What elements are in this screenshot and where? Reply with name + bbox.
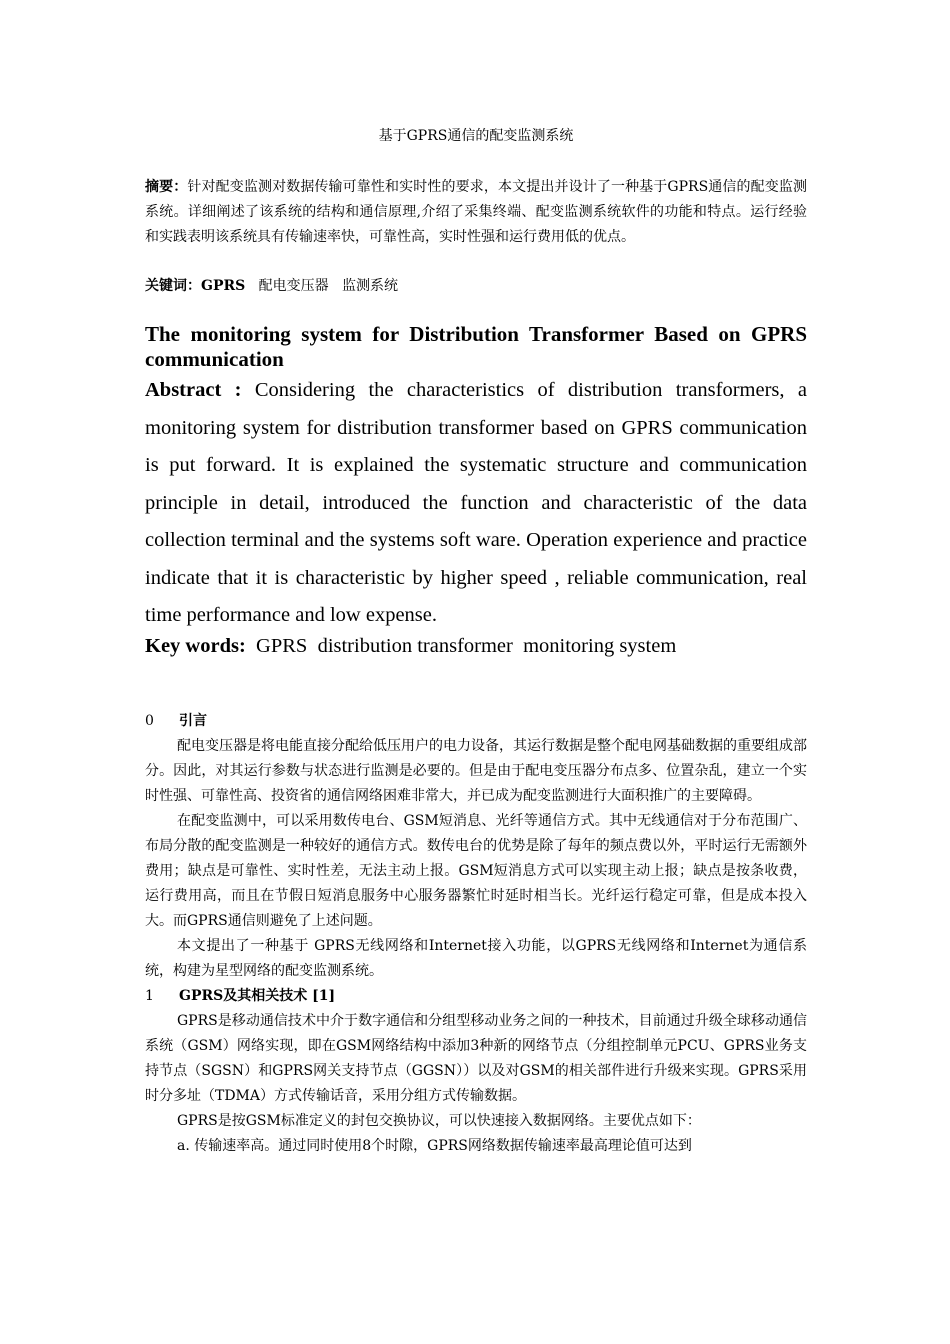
chinese-abstract-label: 摘要：	[145, 179, 188, 195]
paragraph: GPRS是移动通信技术中介于数字通信和分组型移动业务之间的一种技术，目前通过升级全球移动通信系统（GSM）网络实现，即在GSM网络结构中添加3种新的网络节点（分组控制单元PCU、GPRS业务支持节点（SGSN）和GPRS网关支持节点（GGSN））以及对GSM的相关部件进行升级来实现。GPRS采用时分多址（TDMA）方式传输话音，采用分组方式传输数据。	[145, 1013, 807, 1104]
chinese-keywords-label: 关键词：	[145, 278, 201, 294]
chinese-abstract	[145, 175, 807, 250]
paragraph: GPRS是按GSM标准定义的封包交换协议，可以快速接入数据网络。主要优点如下：	[177, 1113, 701, 1129]
chinese-title: 基于GPRS通信的配变监测系统	[378, 128, 574, 144]
english-title: The monitoring system for Distribution Transformer Based on GPRS communication	[145, 322, 807, 371]
english-abstract	[145, 372, 807, 635]
section-heading: 1 GPRS及其相关技术 [1]	[145, 988, 336, 1004]
paragraph: 在配变监测中，可以采用数传电台、GSM短消息、光纤等通信方式。其中无线通信对于分布范围广、布局分散的配变监测是一种较好的通信方式。数传电台的优势是除了每年的频点费以外，平时运行无需额外费用；缺点是可靠性、实时性差，无法主动上报。GSM短消息方式可以实现主动上报；缺点是按条收费，运行费用高，而且在节假日短消息服务中心服务器繁忙时延时相当长。光纤运行稳定可靠，但是成本投入大。而GPRS通信则避免了上述问题。	[145, 813, 807, 929]
english-keyword: GPRS	[256, 635, 308, 657]
english-keywords-label: Key words:	[145, 635, 246, 657]
chinese-keyword: GPRS	[201, 278, 246, 294]
chinese-keyword: 配电变压器	[258, 278, 329, 294]
english-abstract-label: Abstract :	[145, 379, 242, 401]
paragraph: 本文提出了一种基于 GPRS无线网络和Internet接入功能，以GPRS无线网络和Internet为通信系统，构建为星型网络的配变监测系统。	[145, 938, 807, 979]
section-heading: 0 引言	[145, 713, 207, 729]
english-keyword: monitoring system	[523, 635, 677, 657]
list-item: a. 传输速率高。通过同时使用8个时隙，GPRS网络数据传输速率最高理论值可达到	[177, 1138, 692, 1154]
english-keyword: distribution transformer	[317, 635, 513, 657]
english-abstract-text: Considering the characteristics of distribution transformers, a monitoring system for distribution transformer based on GPRS communication is put forward. It is explained the systematic structure and communication principle in detail, introduced the function and characteristic of the data collection terminal and the systems soft ware. Operation experience and practice indicate that it is characteristic by higher speed , reliable communication, real time performance and low expense.	[145, 379, 807, 626]
chinese-keyword: 监测系统	[341, 278, 398, 294]
chinese-keywords	[145, 274, 807, 299]
paragraph: 配电变压器是将电能直接分配给低压用户的电力设备，其运行数据是整个配电网基础数据的重要组成部分。因此，对其运行参数与状态进行监测是必要的。但是由于配电变压器分布点多、位置杂乱，建立一个实时性强、可靠性高、投资省的通信网络困难非常大，并已成为配变监测进行大面积推广的主要障碍。	[145, 738, 807, 804]
body-text	[145, 709, 807, 1159]
english-keywords	[145, 631, 807, 661]
chinese-abstract-text: 针对配变监测对数据传输可靠性和实时性的要求，本文提出并设计了一种基于GPRS通信的配变监测系统。详细阐述了该系统的结构和通信原理,介绍了采集终端、配变监测系统软件的功能和特点。运行经验和实践表明该系统具有传输速率快，可靠性高，实时性强和运行费用低的优点。	[145, 179, 807, 245]
